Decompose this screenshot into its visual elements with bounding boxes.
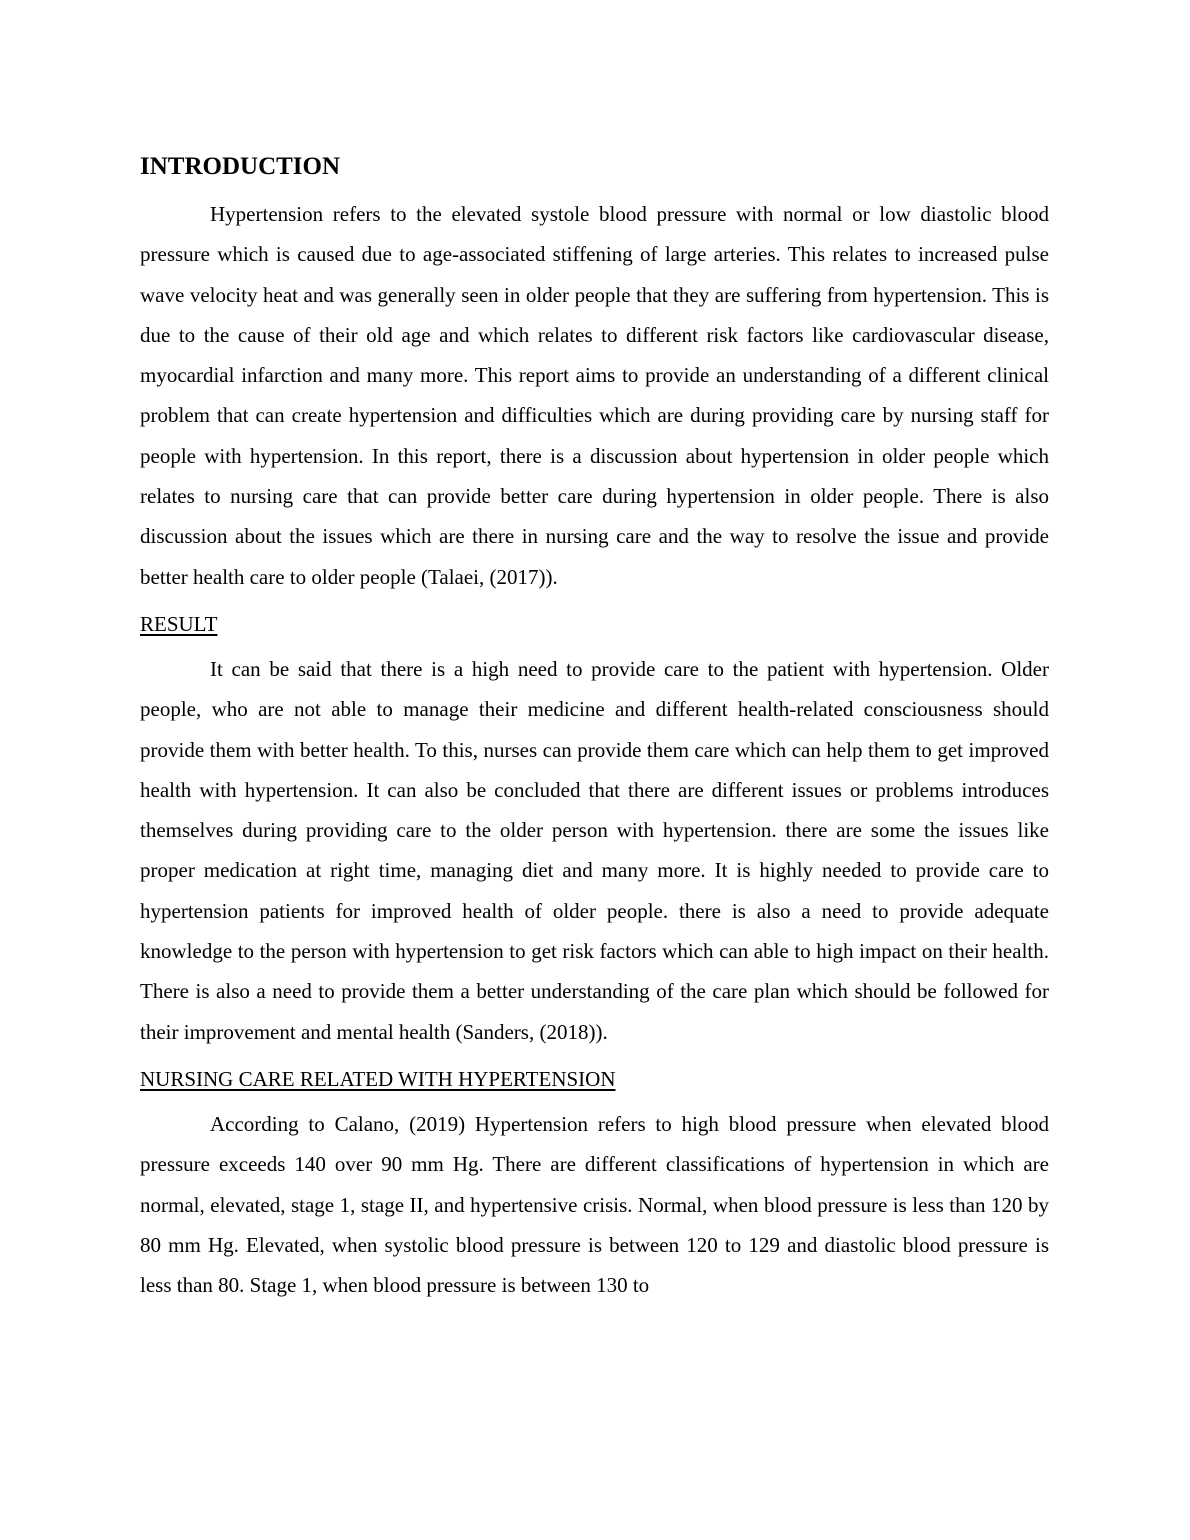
nursing-care-paragraph: According to Calano, (2019) Hypertension refers to high blood pressure when elevated blood pressure exceeds 140 over 90 mm Hg. There are different classifications of hypertension in which are normal, elevated, stage 1, stage II, and hypertensive crisis. Normal, when blood pressure is less than 120 by 80 mm Hg. Elevated, when systolic blood pressure is between 120 to 129 and diastolic blood pressure is less than 80. Stage 1, when blood pressure is between 130 to bbox=[140, 1111, 1049, 1298]
document-page bbox=[140, 150, 1049, 1317]
nursing-care-heading: NURSING CARE RELATED WITH HYPERTENSION bbox=[140, 1066, 616, 1091]
result-heading: RESULT bbox=[140, 611, 218, 636]
introduction-heading: INTRODUCTION bbox=[140, 153, 341, 180]
result-paragraph: It can be said that there is a high need to provide care to the patient with hypertension. Older people, who are not able to manage their medicine and different health-related consciousness should provide them with better health. To this, nurses can provide them care which can help them to get improved health with hypertension. It can also be concluded that there are different issues or problems introduces themselves during providing care to the older person with hypertension. there are some the issues like proper medication at right time, managing diet and many more. It is highly needed to provide care to hypertension patients for improved health of older people. there is also a need to provide adequate knowledge to the person with hypertension to get risk factors which can able to high impact on their health. There is also a need to provide them a better understanding of the care plan which should be followed for their improvement and mental health (Sanders, (2018)). bbox=[140, 656, 1049, 1044]
introduction-paragraph: Hypertension refers to the elevated systole blood pressure with normal or low diastolic blood pressure which is caused due to age-associated stiffening of large arteries. This relates to increased pulse wave velocity heat and was generally seen in older people that they are suffering from hypertension. This is due to the cause of their old age and which relates to different risk factors like cardiovascular disease, myocardial infarction and many more. This report aims to provide an understanding of a different clinical problem that can create hypertension and difficulties which are during providing care by nursing staff for people with hypertension. In this report, there is a discussion about hypertension in older people which relates to nursing care that can provide better care during hypertension in older people. There is also discussion about the issues which are there in nursing care and the way to resolve the issue and provide better health care to older people (Talaei, (2017)). bbox=[140, 202, 1049, 589]
